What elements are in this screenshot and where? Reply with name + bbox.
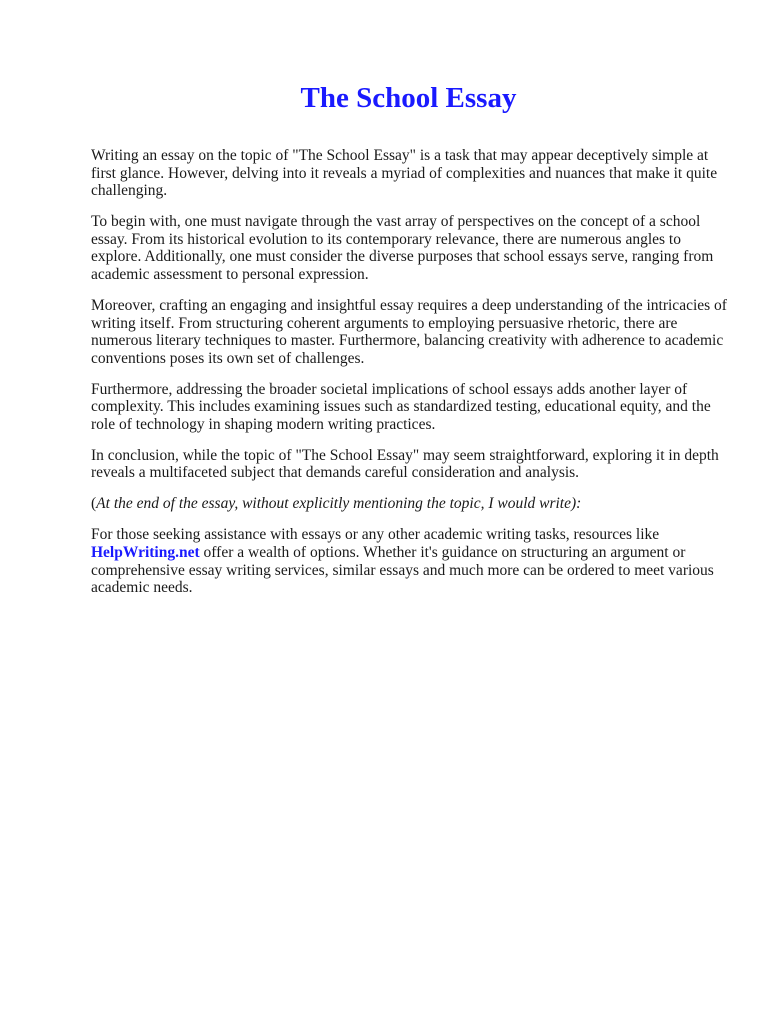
note-text: At the end of the essay, without explicitly mentioning the topic, I would write xyxy=(96,495,571,513)
helpwriting-link[interactable]: HelpWriting.net xyxy=(91,544,200,562)
paragraph-closing xyxy=(91,526,729,596)
note-open-paren: ( xyxy=(91,495,97,513)
closing-text-after: offer a wealth of options. Whether it's guidance on structuring an argument or comprehensive essay writing services, similar essays and much more can be ordered to meet various academic needs. xyxy=(91,544,714,597)
document-page xyxy=(91,78,729,597)
paragraph-crafting: Moreover, crafting an engaging and insightful essay requires a deep understanding of the intricacies of writing itself. From structuring coherent arguments to employing persuasive rhetoric, there are numerous literary techniques to master. Furthermore, balancing creativity with adherence to academic conventions poses its own set of challenges. xyxy=(91,296,727,367)
paragraph-perspectives: To begin with, one must navigate through the vast array of perspectives on the concept of a school essay. From its historical evolution to its contemporary relevance, there are numerous angles to explore. Additionally, one must consider the diverse purposes that school essays serve, ranging from academic assessment to personal expression. xyxy=(91,213,714,283)
paragraph-societal: Furthermore, addressing the broader societal implications of school essays adds another layer of complexity. This includes examining issues such as standardized testing, educational equity, and the role of technology in shaping modern writing practices. xyxy=(91,380,711,433)
note-close: ): xyxy=(571,495,582,513)
paragraph-conclusion: In conclusion, while the topic of "The School Essay" may seem straightforward, exploring it in depth reveals a multifaceted subject that demands careful consideration and analysis. xyxy=(91,446,719,482)
page-title: The School Essay xyxy=(300,82,517,114)
closing-text-before: For those seeking assistance with essays or any other academic writing tasks, resources like xyxy=(91,526,660,544)
paragraph-intro: Writing an essay on the topic of "The School Essay" is a task that may appear deceptively simple at first glance. However, delving into it reveals a myriad of complexities and nuances that make it quite challenging. xyxy=(91,147,718,200)
author-note xyxy=(91,495,729,513)
